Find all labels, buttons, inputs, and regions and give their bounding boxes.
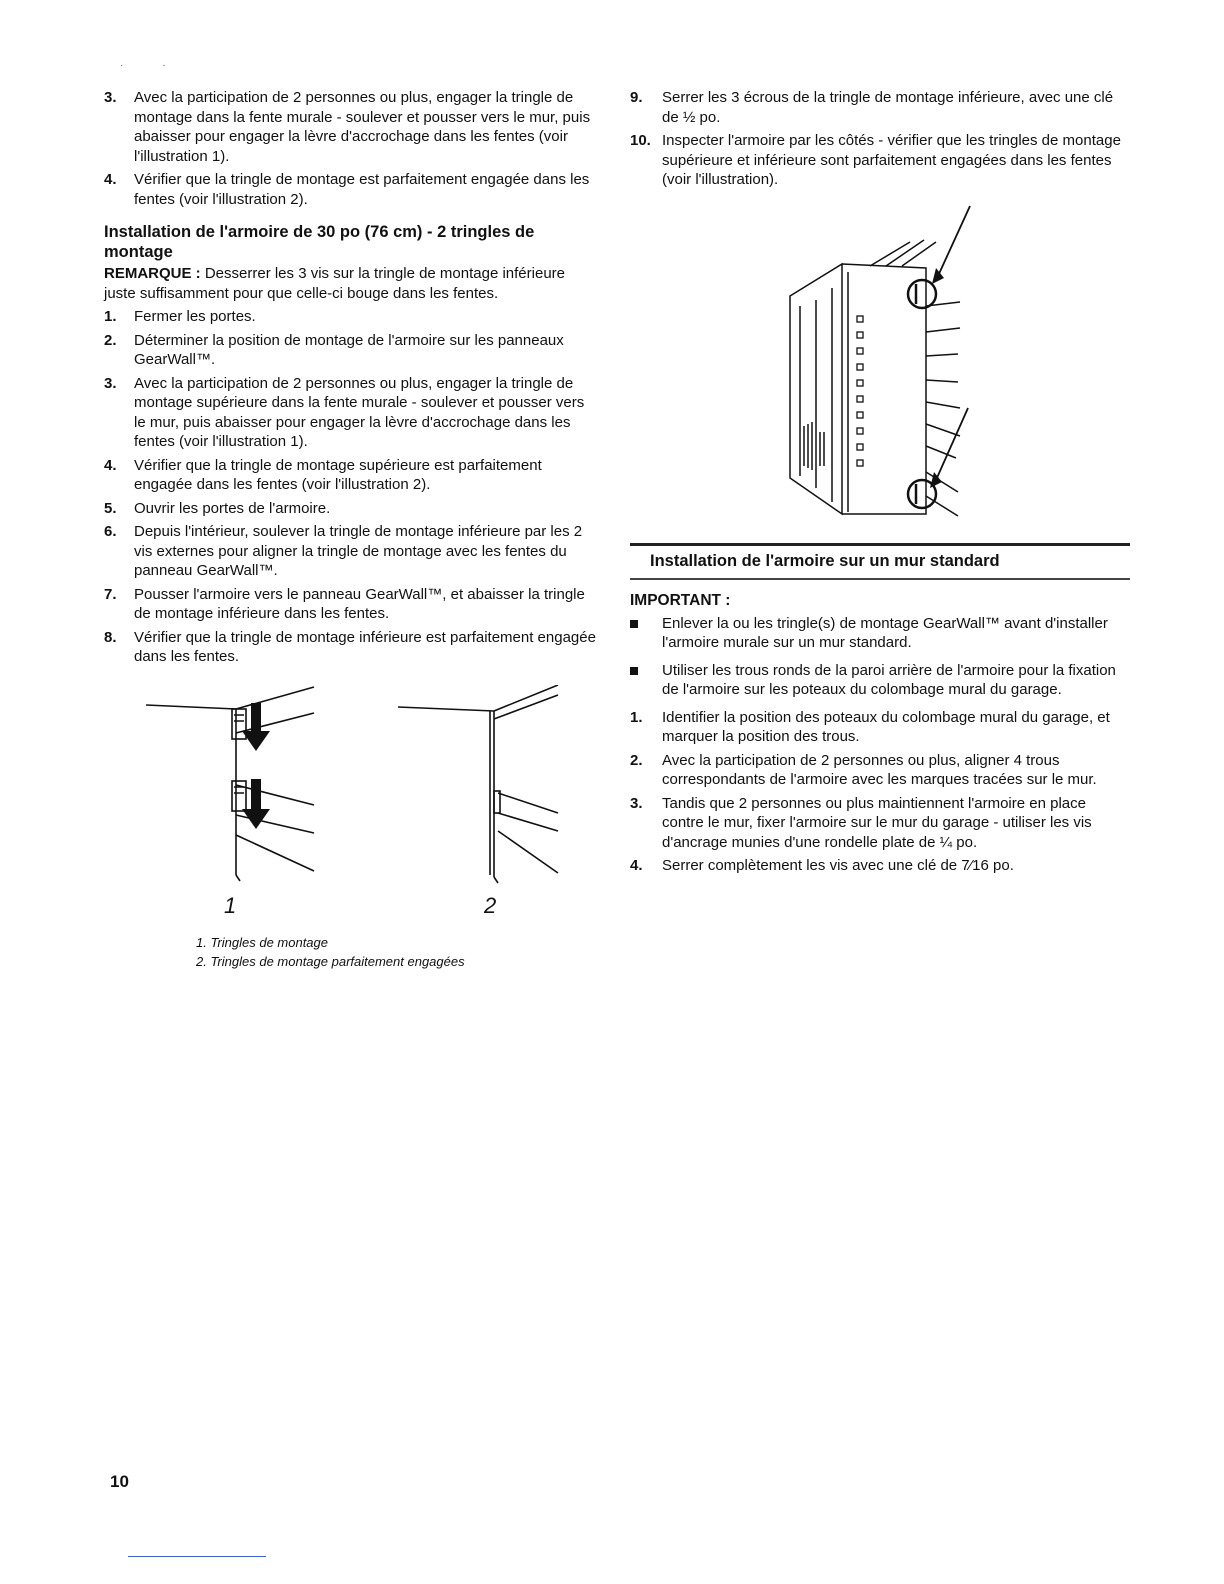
illustration-1 — [136, 685, 336, 885]
note-text: Desserrer les 3 vis sur la tringle de montage inférieure juste suffisamment pour que celle-ci bouge dans les fentes. — [104, 265, 566, 302]
illustration-1-number: 1 — [224, 892, 237, 918]
list-item: 3. Avec la participation de 2 personnes ou plus, engager la tringle de montage supérieure dans la fente murale - soulever et pousser vers le mur, puis abaisser pour engager la lèvre d'accrochage dans les fentes (voir l'illustration 1). — [104, 374, 585, 450]
list-item: 1. Fermer les portes. — [104, 308, 256, 325]
cabinet-side-illustration — [630, 196, 1130, 531]
scan-specks: · · — [120, 60, 166, 71]
bullet-square-icon — [630, 667, 638, 675]
steps-top-left — [104, 88, 600, 209]
left-column — [104, 88, 600, 971]
page-number: 10 — [110, 1472, 129, 1491]
bullet-square-icon — [630, 620, 638, 628]
right-column — [630, 88, 1130, 880]
important-label: IMPORTANT : — [630, 591, 731, 609]
figure-captions — [196, 933, 600, 971]
steps-top-right — [630, 88, 1130, 190]
list-item: 2. Avec la participation de 2 personnes ou plus, aligner 4 trous correspondants de l'armoire avec les marques tracées sur le mur. — [630, 751, 1097, 788]
footer-line — [128, 1556, 266, 1557]
note-label: REMARQUE : — [104, 265, 201, 282]
box-title: Installation de l'armoire sur un mur standard — [650, 551, 1000, 570]
list-item: 8. Vérifier que la tringle de montage inférieure est parfaitement engagée dans les fentes. — [104, 628, 596, 665]
steps-standard-wall — [630, 708, 1130, 876]
list-item: 10. Inspecter l'armoire par les côtés - vérifier que les tringles de montage supérieure et inférieure sont parfaitement engagées dans les fentes (voir l'illustration). — [630, 132, 1121, 188]
list-item: 2. Déterminer la position de montage de l'armoire sur les panneaux GearWall™. — [104, 331, 564, 368]
important-bullets — [630, 614, 1130, 700]
section-title: Installation de l'armoire de 30 po (76 cm) - 2 tringles de montage — [104, 223, 535, 261]
list-item: 3. Avec la participation de 2 personnes ou plus, engager la tringle de montage dans la fente murale - soulever et pousser vers le mur, puis abaisser pour engager la lèvre d'accrochage dans les fentes (voir l'illustration 1). — [104, 89, 591, 165]
caption-1: 1. Tringles de montage — [196, 934, 328, 950]
list-item: 7. Pousser l'armoire vers le panneau GearWall™, et abaisser la tringle de montage inférieure dans les fentes. — [104, 585, 585, 622]
list-item: 4. Serrer complètement les vis avec une clé de 7⁄16 po. — [630, 857, 1014, 874]
section-rule-bottom — [630, 578, 1130, 580]
illustration-2-number: 2 — [484, 892, 497, 918]
list-item: 1. Identifier la position des poteaux du colombage mural du garage, et marquer la position des trous. — [630, 708, 1110, 745]
list-item: 5. Ouvrir les portes de l'armoire. — [104, 499, 331, 517]
list-item: Enlever la ou les tringle(s) de montage GearWall™ avant d'installer l'armoire murale sur un mur standard. — [630, 614, 1130, 653]
cabinet-illustration — [760, 196, 1100, 531]
list-item: 6. Depuis l'intérieur, soulever la tringle de montage inférieure par les 2 vis externes pour aligner la tringle de montage avec les fentes du panneau GearWall™. — [104, 523, 583, 579]
list-item: 3. Tandis que 2 personnes ou plus maintiennent l'armoire en place contre le mur, fixer l'armoire sur le mur du garage - utiliser les vis d'ancrage munies d'une rondelle plate de ¼ po. — [630, 794, 1092, 851]
note — [104, 264, 600, 303]
caption-2: 2. Tringles de montage parfaitement engagées — [196, 953, 465, 969]
illustration-2 — [394, 685, 594, 885]
list-item: 4. Vérifier que la tringle de montage est parfaitement engagée dans les fentes (voir l'illustration 2). — [104, 171, 590, 208]
list-item: 4. Vérifier que la tringle de montage supérieure est parfaitement engagée dans les fentes (voir l'illustration 2). — [104, 456, 542, 493]
list-item: 9. Serrer les 3 écrous de la tringle de montage inférieure, avec une clé de ½ po. — [630, 89, 1114, 126]
list-item: Utiliser les trous ronds de la paroi arrière de l'armoire pour la fixation de l'armoire sur les poteaux du colombage mural du garage. — [630, 661, 1130, 700]
mounting-rail-illustrations — [104, 685, 600, 925]
steps-main-left — [104, 307, 600, 667]
